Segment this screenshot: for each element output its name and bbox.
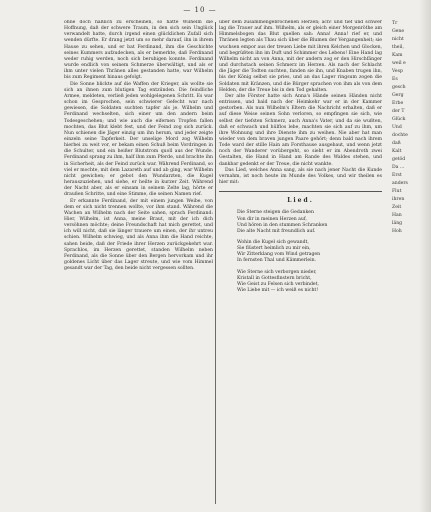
right-paragraph-2: Der alte Förster hatte sich Anna's Hände seinen Händen nicht entrissen, und bald nach der Heimkehr war er in der Kammer gestorben. Als nun Wilhelm's Eltern die Nachricht erhalten, daß er auf diese Weise seinen Sohn verloren, so empfingen sie sich, wie selbst der tiefsten Schmerz, auch Anna's Vater, und da sie wußten, daß er schwach und hülflos lebe, machten sie sich auf zu ihm, um ihre Wohnung und ihre Dienste ihm zu weihen. Nie aber hat man wieder von dem braven jungen Paare gehört; denn bald nach ihrem Tode ward der stille Hain am Forsthause ausgebaut, und wenn jetzt noch der Wanderer vorübergeht, so sieht er im Abendroth zwei Gestalten, die Hand in Hand am Rande des Waldes stehen, und dankbar gedenkt er der Treue, die nicht wankte. (219, 93, 382, 167)
left-paragraph-3: Er erkannte Ferdinand, der mit einem jungen Weibe, von dem er sich nicht trennen wollte, vor ihm stand. Während die Wachen an Wilhelm nach der Seite sahen, sprach Ferdinand: Hier, Wilhelm, ist Anna, meine Braut, mit der ich dich versöhnen möchte; deine Freundschaft hat mich gerettet, und ich will nicht, daß sie länger trauere um einen, der ihr untreu schien. Wilhelm schwieg, und als Anna ihm die Hand reichte, sahen beide, daß der Friede ihrer Herzen zurückgekehrt war. Sprachlos, im Herzen gerettet, standen Wilhelm neben Ferdinand, als die Sonne über den Bergen hervorkam und ihr goldenes Licht über das Lager streute, und wie vom Himmel gesandt war der Tag, den beide nicht vergessen sollten. (64, 198, 213, 272)
poem-line: Und hören in den stummen Schranken (237, 222, 328, 228)
right-column (219, 20, 382, 506)
poem-line: Wie Liebe mit — ich weiß es nicht! (237, 288, 319, 294)
left-paragraph-1: ohne doch häßlich zu erscheinen, so hätte Wilhelm die Hoffnung, daß der schwere Traum, in den sich sein Unglück verwandelt hatte, durch irgend einen glücklichen Zufall sich wenden dürfte. Er drang jetzt um so mehr darauf, ihn in ihrem Hause zu sehen, und er bat Ferdinand, ihm die Geschichte seines Kummers aufzudecken, als er bemerkte, daß Ferdinand weder ruhig werden, noch sich beruhigen konnte. Ferdinand wurde endlich von seinem Schmerze überwältigt, und als er ihm unter vielen Thränen alles gestanden hatte, war Wilhelm bis zum Regiment hinaus gefolgt. (64, 20, 213, 81)
section-rule (219, 191, 382, 192)
poem-line: Kristall in Gottesfinstern bricht, (237, 275, 312, 281)
poem-line: Sie flüstert heimlich zu mir ein, (237, 246, 311, 252)
edge-fragment: nicht (392, 37, 404, 42)
edge-fragment: Und (392, 125, 402, 130)
poem-line: Wie Sterne sich verborgen nieder, (237, 269, 317, 275)
poem-line: Wir Zitterklang vom Wind getragen (237, 252, 321, 258)
right-paragraph-3: Das Lied, welches Anna sang, als sie nach jener Nacht die Kunde vernahm, ist noch heute im Munde des Volkes, und wir theilen es hier mit: (219, 167, 382, 186)
poem-line: In fernsten Thal und Kämmerlein. (237, 258, 317, 264)
edge-fragment: Kam (392, 53, 403, 58)
edge-fragment: theil, (392, 45, 404, 50)
left-paragraph-2: Die Sonne blickte auf die Waffen der Krieger, als wollte sie sich an ihnen zum blutigen Tag entzünden. Die feindliche Armee, meldeten, verließ jeden wohlgelegenen Schritt. Es war schon im Gesprochen, sein schwierer Gefecht war nach gewiesen, die Soldaten suchten tapfer als je. Wilhelm und Ferdinand wechselten, sich einer um den andern beim Todesgeschehen; und wie auch die eifernen Tropfen fallen mochten, das Blut klebt fest, und der Feind zog sich zurück. Nun schienen die Jäger einzig um ihn herum, und jeder zeigte einzeln seine Tapferkeit. Der unselige Mord zog Wilhelm hierbei zu weit vor, er bekam einen Schuß beim Vordringen in die Schulter, und ein heißer Blutstrom quoll aus der Wunde. Ferdinand sprang zu ihm, half ihm zum Pferde, und brachte ihn in Sicherheit, als der Feind zurück war. Während Ferdinand, so viel er mochte, mit dem Lazareth auf und ab ging, war Wilhelm nicht gewichen; er gebot den Wundarzten, die Kugel herauszuziehen, und siehe, er heilte in kurzer Zeit. Während der Nacht aber, als er einsam in seinem Zelte lag, hörte er draußen Schritte, und eine Stimme, die seinen Namen rief. (64, 81, 213, 198)
edge-fragment: dochte (392, 133, 408, 138)
edge-fragment: gesch (392, 85, 406, 90)
right-paragraph-1: über dem zusammengebrochenen Herzen; ach! und tief und schwer lag die Trauer auf ihm. Wilhelm, als er gleich einer Morgenröthe am Himmelsbogen das Blut quellen sah: Anna! Anna! rief er, und Thränen legten als Thau sich über die Blumen der Vergangenheit; sie wuchsen empor aus der treuen Liebe mit ihren Kelchen und Glocken, und begrüßten ihn im Duft und Schimmer des Lebens! Eine Hand lag Wilhelm nicht an von Anna, mit der andern zog er den Hirschfänger und durchstach seinen Schmerz im Herzen. Als nach der Schlacht die Jäger die Todten suchten, fanden sie ihn, und Knaben trugen ihn, bis der König selbst sie pries, und an das Lager ringsum zogen die Soldaten mit Kränzen, und die Bürger sprachen von ihm als von dem Helden, der die Treue bis in den Tod gehalten. (219, 20, 382, 93)
edge-fragment: anders (392, 181, 408, 186)
edge-fragment: Erbe (392, 101, 404, 106)
edge-fragment: Glück (392, 117, 406, 122)
poem-stanza-3 (237, 270, 382, 295)
edge-fragment: Kalt (392, 149, 402, 154)
edge-fragment: daß (392, 141, 401, 146)
poem-stanza-1 (237, 210, 382, 235)
page-number: — 10 — (183, 6, 217, 14)
edge-fragment: weil e (392, 61, 406, 66)
poem-line: Von dir in meinen Herzen auf, (237, 216, 307, 222)
edge-fragment: Erst (392, 173, 402, 178)
poem-line: Wie Geist zu Felsen sich verbindet, (237, 281, 319, 287)
page-fold-shadow (419, 0, 431, 512)
poem-title: Lied. (287, 197, 314, 205)
left-column (64, 20, 213, 506)
poem-stanza-2 (237, 240, 382, 265)
edge-fragment: Hoh (392, 229, 402, 234)
edge-fragment: Zeit (392, 205, 402, 210)
poem-line: Die Sterne steigen die Gedanken (237, 210, 314, 216)
edge-fragment: läng (392, 221, 403, 226)
edge-fragment: Gene (392, 29, 405, 34)
edge-fragment: Han (392, 213, 402, 218)
edge-fragment: der T (392, 109, 405, 114)
edge-fragment: Es (392, 77, 398, 82)
edge-fragment: getöd (392, 157, 406, 162)
edge-fragment: ihren (392, 197, 405, 202)
edge-fragment: Tr (392, 21, 398, 26)
edge-fragment: Gerg (392, 93, 404, 98)
column-divider (215, 22, 216, 504)
poem-line: Die alte Nacht mit freundlich auf. (237, 228, 316, 234)
edge-fragment: Flut (392, 189, 402, 194)
edge-fragment: Da ... (392, 165, 405, 170)
edge-fragment: Vesp (392, 69, 403, 74)
poem-line: Wohin die Kugel sich gewandt, (237, 240, 309, 245)
